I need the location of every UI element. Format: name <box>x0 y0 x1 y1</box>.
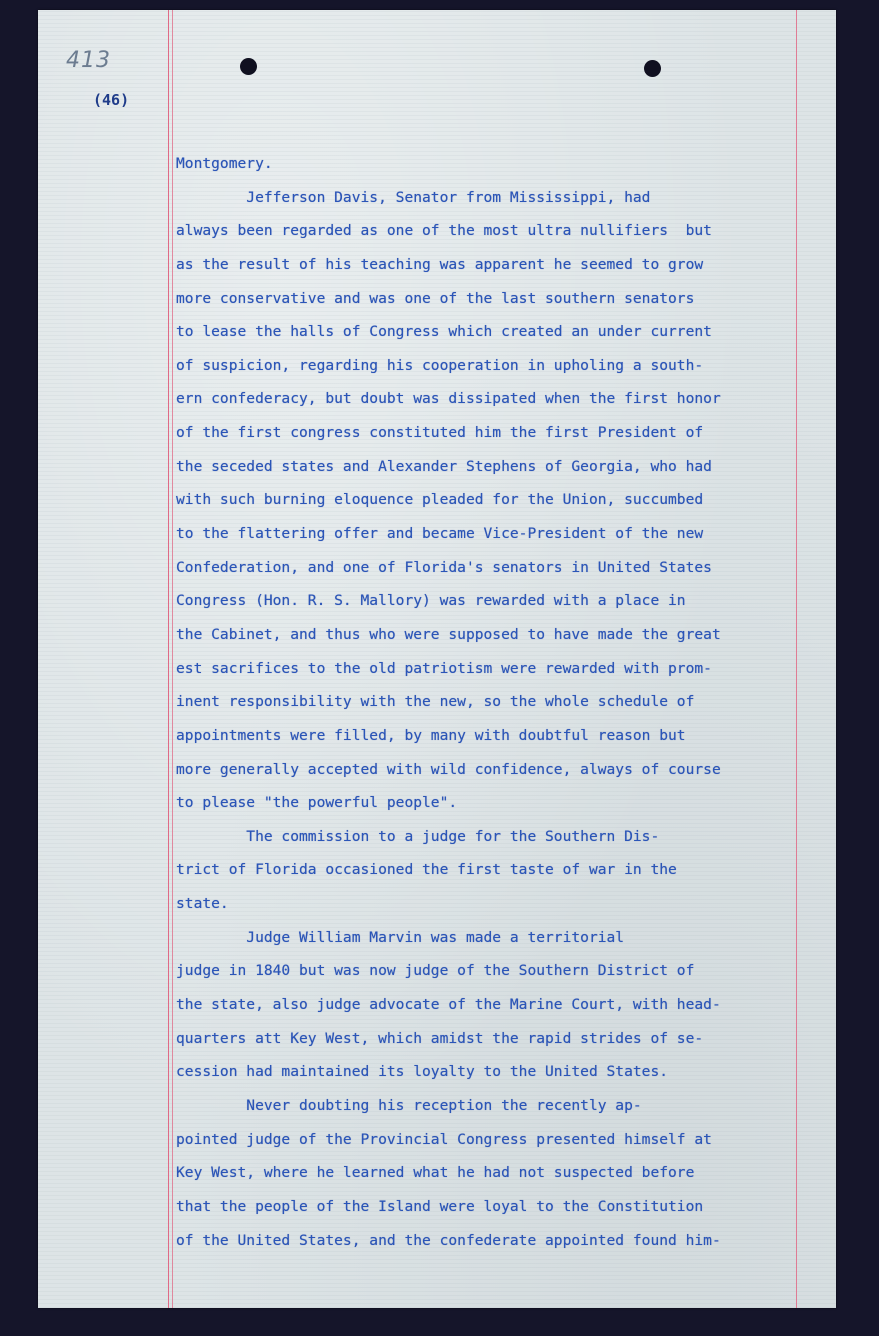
text-line: to lease the halls of Congress which created an under current <box>176 323 712 341</box>
page-number: (46) <box>93 91 130 109</box>
text-line: Congress (Hon. R. S. Mallory) was rewarded with a place in <box>176 592 686 610</box>
text-line: Jefferson Davis, Senator from Mississippi, had <box>176 188 651 206</box>
text-line: state. <box>176 895 229 913</box>
punch-hole-right <box>644 60 661 77</box>
text-line: of the United States, and the confederate appointed found him- <box>176 1231 721 1249</box>
text-line: est sacrifices to the old patriotism were rewarded with prom- <box>176 659 712 677</box>
text-line: inent responsibility with the new, so the whole schedule of <box>176 693 695 711</box>
left-margin-rule <box>168 10 169 1308</box>
text-line: that the people of the Island were loyal to the Constitution <box>176 1197 704 1215</box>
text-line: of the first congress constituted him the first President of <box>176 424 704 442</box>
text-line: quarters att Key West, which amidst the rapid strides of se- <box>176 1029 704 1047</box>
handwritten-folio-number: 413 <box>66 48 111 73</box>
text-line: more conservative and was one of the last southern senators <box>176 289 695 307</box>
text-line: Key West, where he learned what he had not suspected before <box>176 1164 695 1182</box>
text-line: as the result of his teaching was apparent he seemed to grow <box>176 255 704 273</box>
text-line: ern confederacy, but doubt was dissipated when the first honor <box>176 390 721 408</box>
text-line: the state, also judge advocate of the Marine Court, with head- <box>176 996 721 1014</box>
punch-hole-left <box>240 58 257 75</box>
text-line: of suspicion, regarding his cooperation in upholing a south- <box>176 356 704 374</box>
text-line: more generally accepted with wild confidence, always of course <box>176 760 721 778</box>
text-line: Confederation, and one of Florida's senators in United States <box>176 558 712 576</box>
text-line: to the flattering offer and became Vice-President of the new <box>176 525 704 543</box>
text-line: appointments were filled, by many with doubtful reason but <box>176 726 686 744</box>
typewritten-page <box>38 10 836 1308</box>
text-line: pointed judge of the Provincial Congress presented himself at <box>176 1130 712 1148</box>
text-line: trict of Florida occasioned the first taste of war in the <box>176 861 677 879</box>
text-line: to please "the powerful people". <box>176 794 458 812</box>
text-line: The commission to a judge for the Southern Dis- <box>176 827 660 845</box>
text-line: always been regarded as one of the most ultra nullifiers but <box>176 222 712 240</box>
text-line: the Cabinet, and thus who were supposed to have made the great <box>176 625 721 643</box>
body-text <box>176 147 801 1257</box>
text-line: Never doubting his reception the recently ap- <box>176 1096 642 1114</box>
text-line: the seceded states and Alexander Stephens of Georgia, who had <box>176 457 712 475</box>
text-line: Judge William Marvin was made a territorial <box>176 928 625 946</box>
text-line: with such burning eloquence pleaded for the Union, succumbed <box>176 491 704 509</box>
left-margin-rule-inner <box>172 10 173 1308</box>
text-line: Montgomery. <box>176 155 273 172</box>
text-line: judge in 1840 but was now judge of the Southern District of <box>176 962 695 980</box>
text-line: cession had maintained its loyalty to the United States. <box>176 1063 669 1081</box>
